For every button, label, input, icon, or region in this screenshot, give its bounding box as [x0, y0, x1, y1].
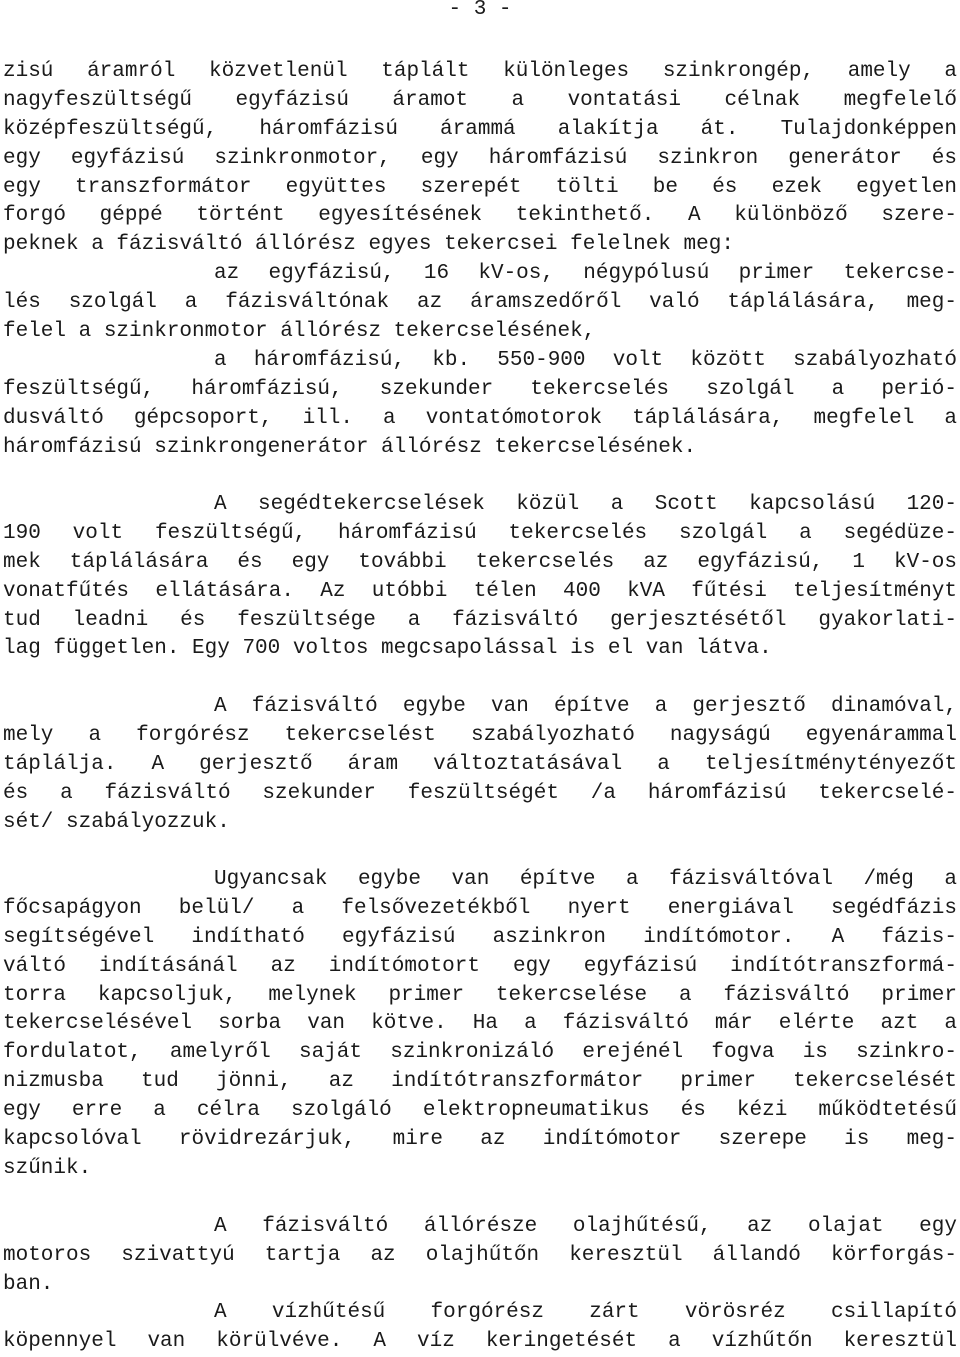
text-line: háromfázisú szinkrongenerátor állórész tekercselésének.: [3, 435, 697, 459]
text-line: sét/ szabályozzuk.: [3, 810, 230, 834]
text-line: egy transzformátor együttes szerepét tölti be és ezek egyetlen: [3, 175, 957, 199]
text-line: váltó indításánál az indítómotort egy egyfázisú indítótranszformá-: [3, 954, 957, 978]
paragraph-starting-motor: [3, 866, 957, 1184]
text-line: középfeszültségű, háromfázisú árammá alakítja át. Tulajdonképpen: [3, 117, 957, 141]
text-line: 190 volt feszültségű, háromfázisú tekercselés szolgál a segédüze-: [3, 521, 957, 545]
text-line: A fázisváltó állórésze olajhűtésű, az olajat egy: [214, 1215, 957, 1238]
text-line: dusváltó gépcsoport, ill. a vontatómotorok táplálására, megfelel a: [3, 406, 957, 430]
paragraph-auxiliary-windings: [3, 491, 957, 664]
text-line: forgó géppé történt egyesítésének tekinthető. A különböző szere-: [3, 204, 957, 228]
text-line: felel a szinkronmotor állórész tekercselésének,: [3, 320, 596, 344]
text-line: fordulatot, amelyről saját szinkronizáló erejénél fogva is szinkro-: [3, 1041, 957, 1065]
text-line: mek táplálására és egy további tekercselés az egyfázisú, 1 kV-os: [3, 550, 957, 574]
text-line: kapcsolóval rövidrezárjuk, mire az indítómotor szerepe is meg-: [3, 1128, 957, 1152]
text-line: köpennyel van körülvéve. A víz keringetését a vízhűtőn keresztül: [3, 1329, 957, 1353]
paragraph-oil-cooling: [3, 1213, 957, 1300]
text-line: A fázisváltó egybe van építve a gerjesztő dinamóval,: [214, 695, 957, 718]
text-line: táplálja. A gerjesztő áram változtatásával a teljesítménytényezőt: [3, 752, 957, 776]
text-line: tud leadni és feszültsége a fázisváltó gerjesztésétől gyakorlati-: [3, 608, 957, 632]
text-line: nizmusba tud jönni, az indítótranszformátor primer tekercselését: [3, 1070, 957, 1094]
text-line: egy egyfázisú szinkronmotor, egy háromfázisú szinkron generátor és: [3, 146, 957, 170]
text-line: mely a forgórész tekercselést szabályozható nagyságú egyenárammal: [3, 723, 957, 747]
text-line: zisú áramról közvetlenül táplált különleges szinkrongép, amely a: [3, 60, 957, 83]
text-line: nagyfeszültségű egyfázisú áramot a vontatási célnak megfelelő: [3, 88, 957, 112]
text-line: szűnik.: [3, 1156, 92, 1180]
paragraph-phase-converter-windings: [3, 58, 957, 462]
text-line: lés szolgál a fázisváltónak az áramszedőről való táplálására, meg-: [3, 291, 957, 315]
text-line: lag független. Egy 700 voltos megcsapolással is el van látva.: [3, 637, 772, 661]
text-line: segítségével indítható egyfázisú aszinkron indítómotor. A fázis-: [3, 925, 957, 949]
text-line: a háromfázisú, kb. 550-900 volt között szabályozható: [214, 348, 957, 372]
text-line: peknek a fázisváltó állórész egyes tekercsei felelnek meg:: [3, 233, 734, 257]
text-line: főcsapágyon belül/ a felsővezetékből nyert energiával segédfázis: [3, 896, 957, 920]
paragraph-exciter-dynamo: [3, 693, 957, 837]
text-line: vonatfűtés ellátására. Az utóbbi télen 400 kVA fűtési teljesítményt: [3, 579, 957, 603]
text-line: torra kapcsoljuk, melynek primer tekercselése a fázisváltó primer: [3, 983, 957, 1007]
text-line: A segédtekercselések közül a Scott kapcsolású 120-: [214, 493, 957, 516]
text-line: tekercselésével sorba van kötve. Ha a fázisváltó már elérte azt a: [3, 1012, 957, 1036]
text-line: az egyfázisú, 16 kV-os, négypólusú primer tekercse-: [214, 262, 957, 286]
text-line: ban.: [3, 1272, 54, 1296]
text-line: Ugyancsak egybe van építve a fázisváltóval /még a: [214, 868, 957, 891]
text-line: és a fázisváltó szekunder feszültségét /a háromfázisú tekercselé-: [3, 781, 957, 805]
text-line: egy erre a célra szolgáló elektropneumatikus és kézi működtetésű: [3, 1099, 957, 1123]
page-number: - 3 -: [448, 0, 512, 21]
text-line: A vízhűtésű forgórész zárt vörösréz csillapító: [214, 1301, 957, 1324]
paragraph-water-cooling: [3, 1299, 957, 1357]
text-line: feszültségű, háromfázisú, szekunder tekercselés szolgál a perió-: [3, 377, 957, 401]
text-line: motoros szivattyú tartja az olajhűtőn keresztül állandó körforgás-: [3, 1243, 957, 1267]
